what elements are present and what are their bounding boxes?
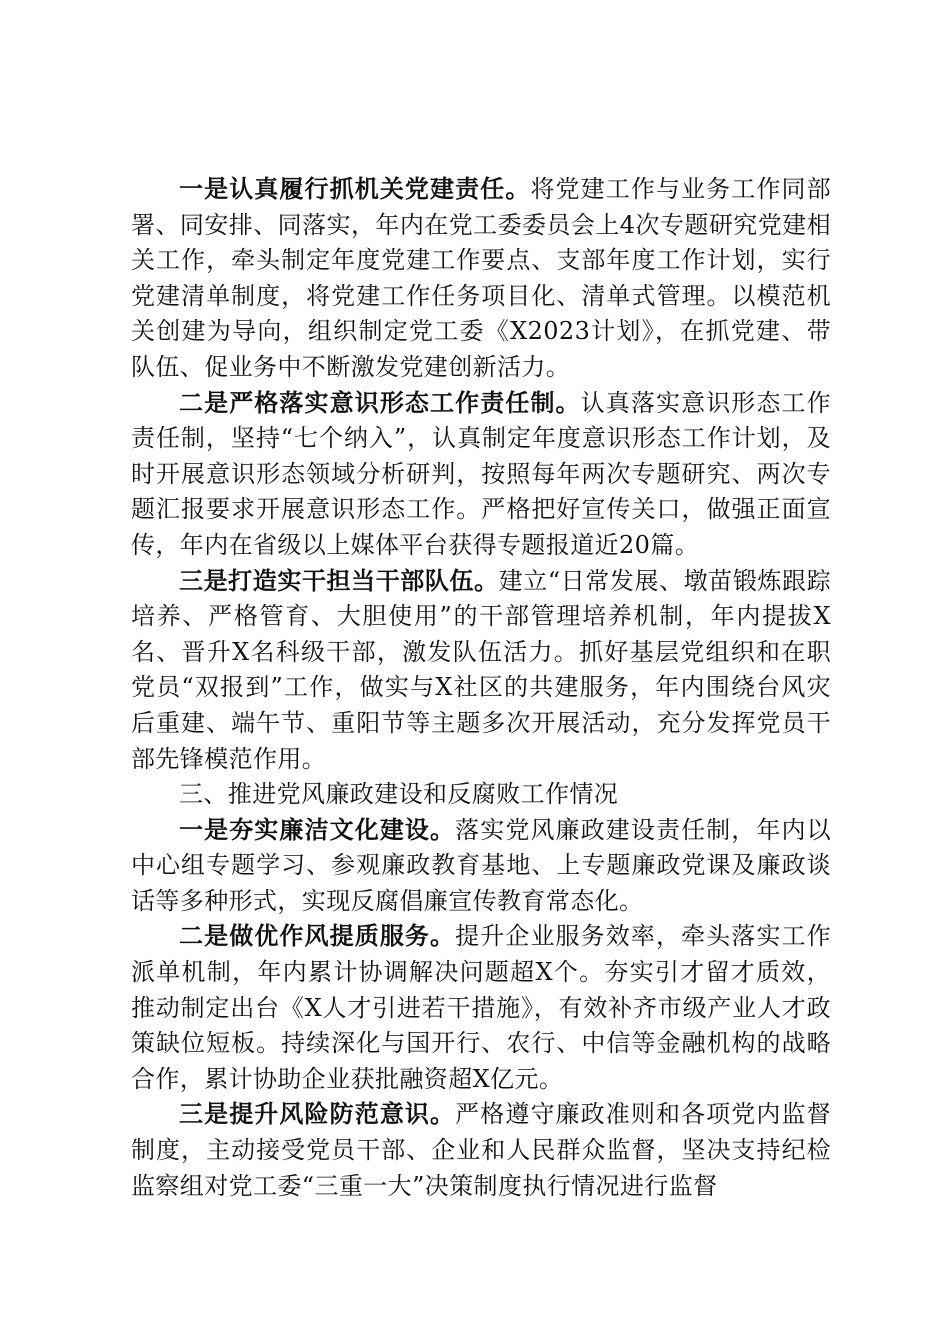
paragraph-text: 将党建工作与业务工作同部署、同安排、同落实，年内在党工委委员会上4次专题研究党建相关工作，牵头制定年度党建工作要点、支部年度工作计划，实行党建清单制度，将党建工作任务项目化、清单式管理。以模范机关创建为导向，组织制定党工委《X2023计划》，在抓党建、带队伍、促业务中不断激发党建创新活力。 [131,175,831,381]
paragraph-text: 严格遵守廉政准则和各项党内监督制度，主动接受党员干部、企业和人民群众监督，坚决支持纪检监察组对党工委“三重一大”决策制度执行情况进行监督 [131,1100,831,1200]
paragraph-lead: 三是打造实干担当干部队伍。 [179,566,499,595]
paragraph-lead: 一是夯实廉洁文化建设。 [179,815,456,844]
paragraph-text: 提升企业服务效率，牵头落实工作派单机制，年内累计协调解决问题超X个。夯实引才留才质效，推动制定出台《X人才引进若干措施》，有效补齐市级产业人才政策缺位短板。持续深化与国开行、农行、中信等金融机构的战略合作，累计协助企业获批融资超X亿元。 [131,922,831,1093]
paragraph-text: 认真落实意识形态工作责任制，坚持“七个纳入”，认真制定年度意识形态工作计划，及时开展意识形态领域分析研判，按照每年两次专题研究、两次专题汇报要求开展意识形态工作。严格把好宣传关口，做强正面宣传，年内在省级以上媒体平台获得专题报道近20篇。 [131,388,832,559]
paragraph-text: 建立“日常发展、墩苗锻炼跟踪培养、严格管育、大胆使用”的干部管理培养机制，年内提拔X名、晋升X名科级干部，激发队伍活力。抓好基层党组织和在职党员“双报到”工作，做实与X社区的共建服务，年内围绕台风灾后重建、端午节、重阳节等主题多次开展活动，充分发挥党员干部先锋模范作用。 [131,566,832,773]
paragraph-party-building [131,172,831,386]
paragraph-lead: 二是做优作风提质服务。 [179,922,456,951]
paragraph-lead: 一是认真履行抓机关党建责任。 [179,175,531,203]
paragraph-cadre-team [131,564,831,778]
paragraph-risk-prevention [131,1097,831,1204]
paragraph-ideology [131,386,831,564]
paragraph-integrity-culture [131,813,831,920]
paragraph-work-style [131,919,831,1097]
paragraph-text: 落实党风廉政建设责任制，年内以中心组专题学习、参观廉政教育基地、上专题廉政党课及廉政谈话等多种形式，实现反腐倡廉宣传教育常态化。 [131,815,831,915]
paragraph-lead: 二是严格落实意识形态工作责任制。 [179,388,581,417]
section-heading: 三、推进党风廉政建设和反腐败工作情况 [179,780,619,809]
document-body [131,172,831,1204]
paragraph-lead: 三是提升风险防范意识。 [179,1100,456,1129]
